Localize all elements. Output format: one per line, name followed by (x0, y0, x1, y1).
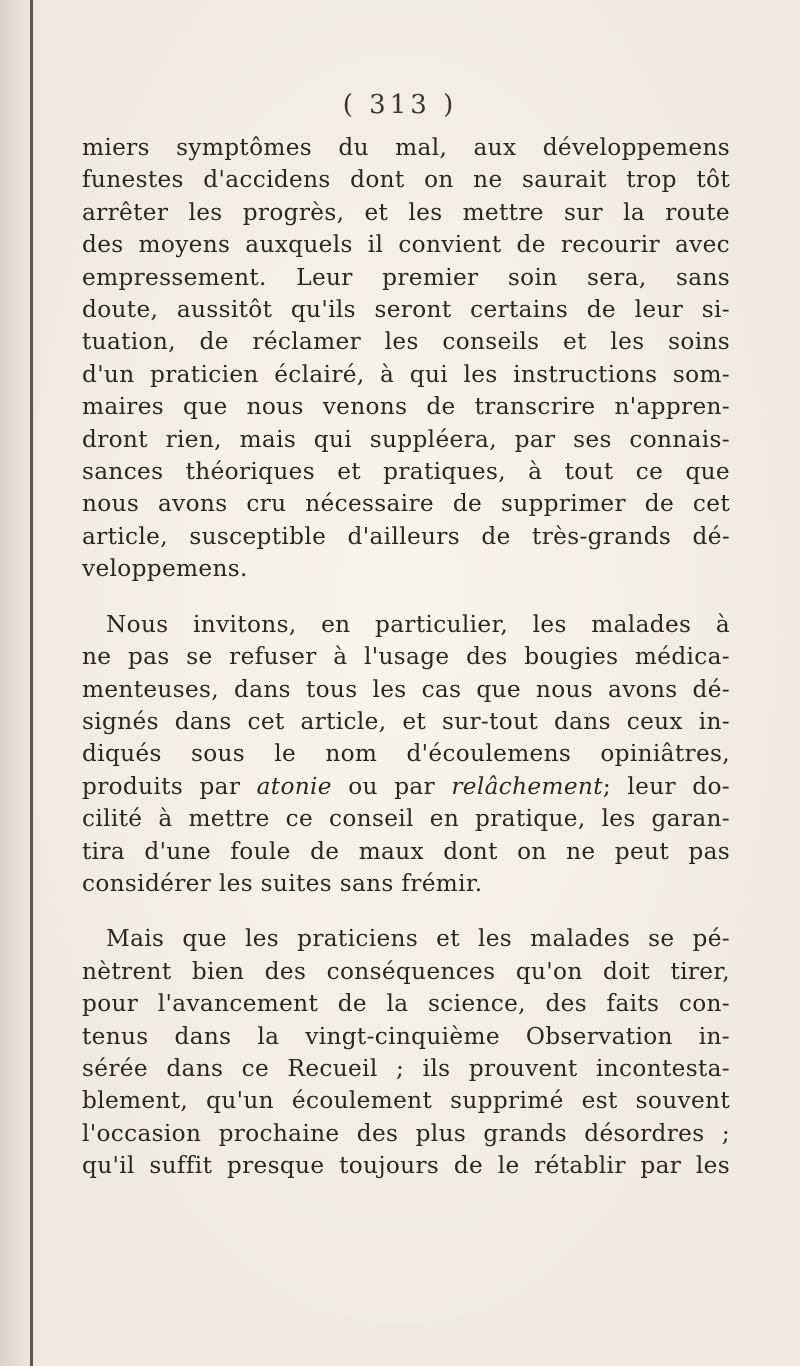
page-spine-shadow (0, 0, 40, 1366)
text-line: nous avons cru nécessaire de supprimer de cet (82, 490, 730, 518)
text-line: cilité à mettre ce conseil en pratique, les garan- (82, 805, 730, 833)
text-line: tenus dans la vingt-cinquième Observation in- (82, 1022, 730, 1050)
body-text (82, 132, 730, 1183)
text-line: menteuses, dans tous les cas que nous avons dé- (82, 675, 730, 703)
text-line: funestes d'accidens dont on ne saurait trop tôt (82, 166, 730, 194)
paragraph-3 (82, 923, 730, 1182)
text-line: signés dans cet article, et sur-tout dans ceux in- (82, 707, 730, 735)
page-number: ( 313 ) (342, 90, 458, 120)
text-line: sances théoriques et pratiques, à tout ce que (82, 458, 730, 486)
text-line: miers symptômes du mal, aux développemens (82, 134, 730, 161)
text-line: nètrent bien des conséquences qu'on doit tirer, (82, 957, 730, 985)
text-line: sérée dans ce Recueil ; ils prouvent incontesta- (82, 1054, 730, 1082)
text-line: arrêter les progrès, et les mettre sur la route (82, 198, 730, 226)
text-line: maires que nous venons de transcrire n'appren- (82, 393, 730, 421)
text-line: tira d'une foule de maux dont on ne peut pas (82, 837, 730, 865)
text-fragment: produits par (82, 772, 257, 800)
text-line: dront rien, mais qui suppléera, par ses connais- (82, 425, 730, 453)
paragraph-2 (82, 609, 730, 901)
text-line: qu'il suffit presque toujours de le rétablir par les (82, 1152, 730, 1180)
paragraph-1 (82, 132, 730, 586)
text-line: ne pas se refuser à l'usage des bougies médica- (82, 643, 730, 671)
text-line: d'un praticien éclairé, à qui les instructions som- (82, 360, 730, 388)
text-line: Nous invitons, en particulier, les malades à (106, 610, 730, 638)
text-fragment: ou par (331, 772, 452, 800)
page-edge-line (30, 0, 33, 1366)
text-line: veloppemens. (82, 555, 248, 583)
text-line: tuation, de réclamer les conseils et les soins (82, 328, 730, 356)
italic-term-atonie: atonie (256, 772, 332, 800)
text-line: des moyens auxquels il convient de recourir avec (82, 231, 730, 259)
italic-term-relachement: relâchement (451, 772, 603, 800)
text-line: blement, qu'un écoulement supprimé est souvent (82, 1087, 730, 1115)
text-line: article, susceptible d'ailleurs de très-grands dé- (82, 522, 730, 550)
paragraph-gap (82, 900, 730, 923)
text-line-with-italics (82, 771, 730, 803)
text-line: considérer les suites sans frémir. (82, 869, 483, 897)
text-line: diqués sous le nom d'écoulemens opiniâtres, (82, 740, 730, 768)
text-line: pour l'avancement de la science, des faits con- (82, 990, 730, 1018)
text-line: l'occasion prochaine des plus grands désordres ; (82, 1119, 730, 1147)
text-line: doute, aussitôt qu'ils seront certains de leur si- (82, 296, 730, 324)
text-fragment: ; leur do- (602, 772, 730, 800)
text-line: Mais que les praticiens et les malades se pé- (106, 925, 730, 953)
paragraph-gap (82, 586, 730, 609)
text-line: empressement. Leur premier soin sera, sans (82, 263, 730, 291)
